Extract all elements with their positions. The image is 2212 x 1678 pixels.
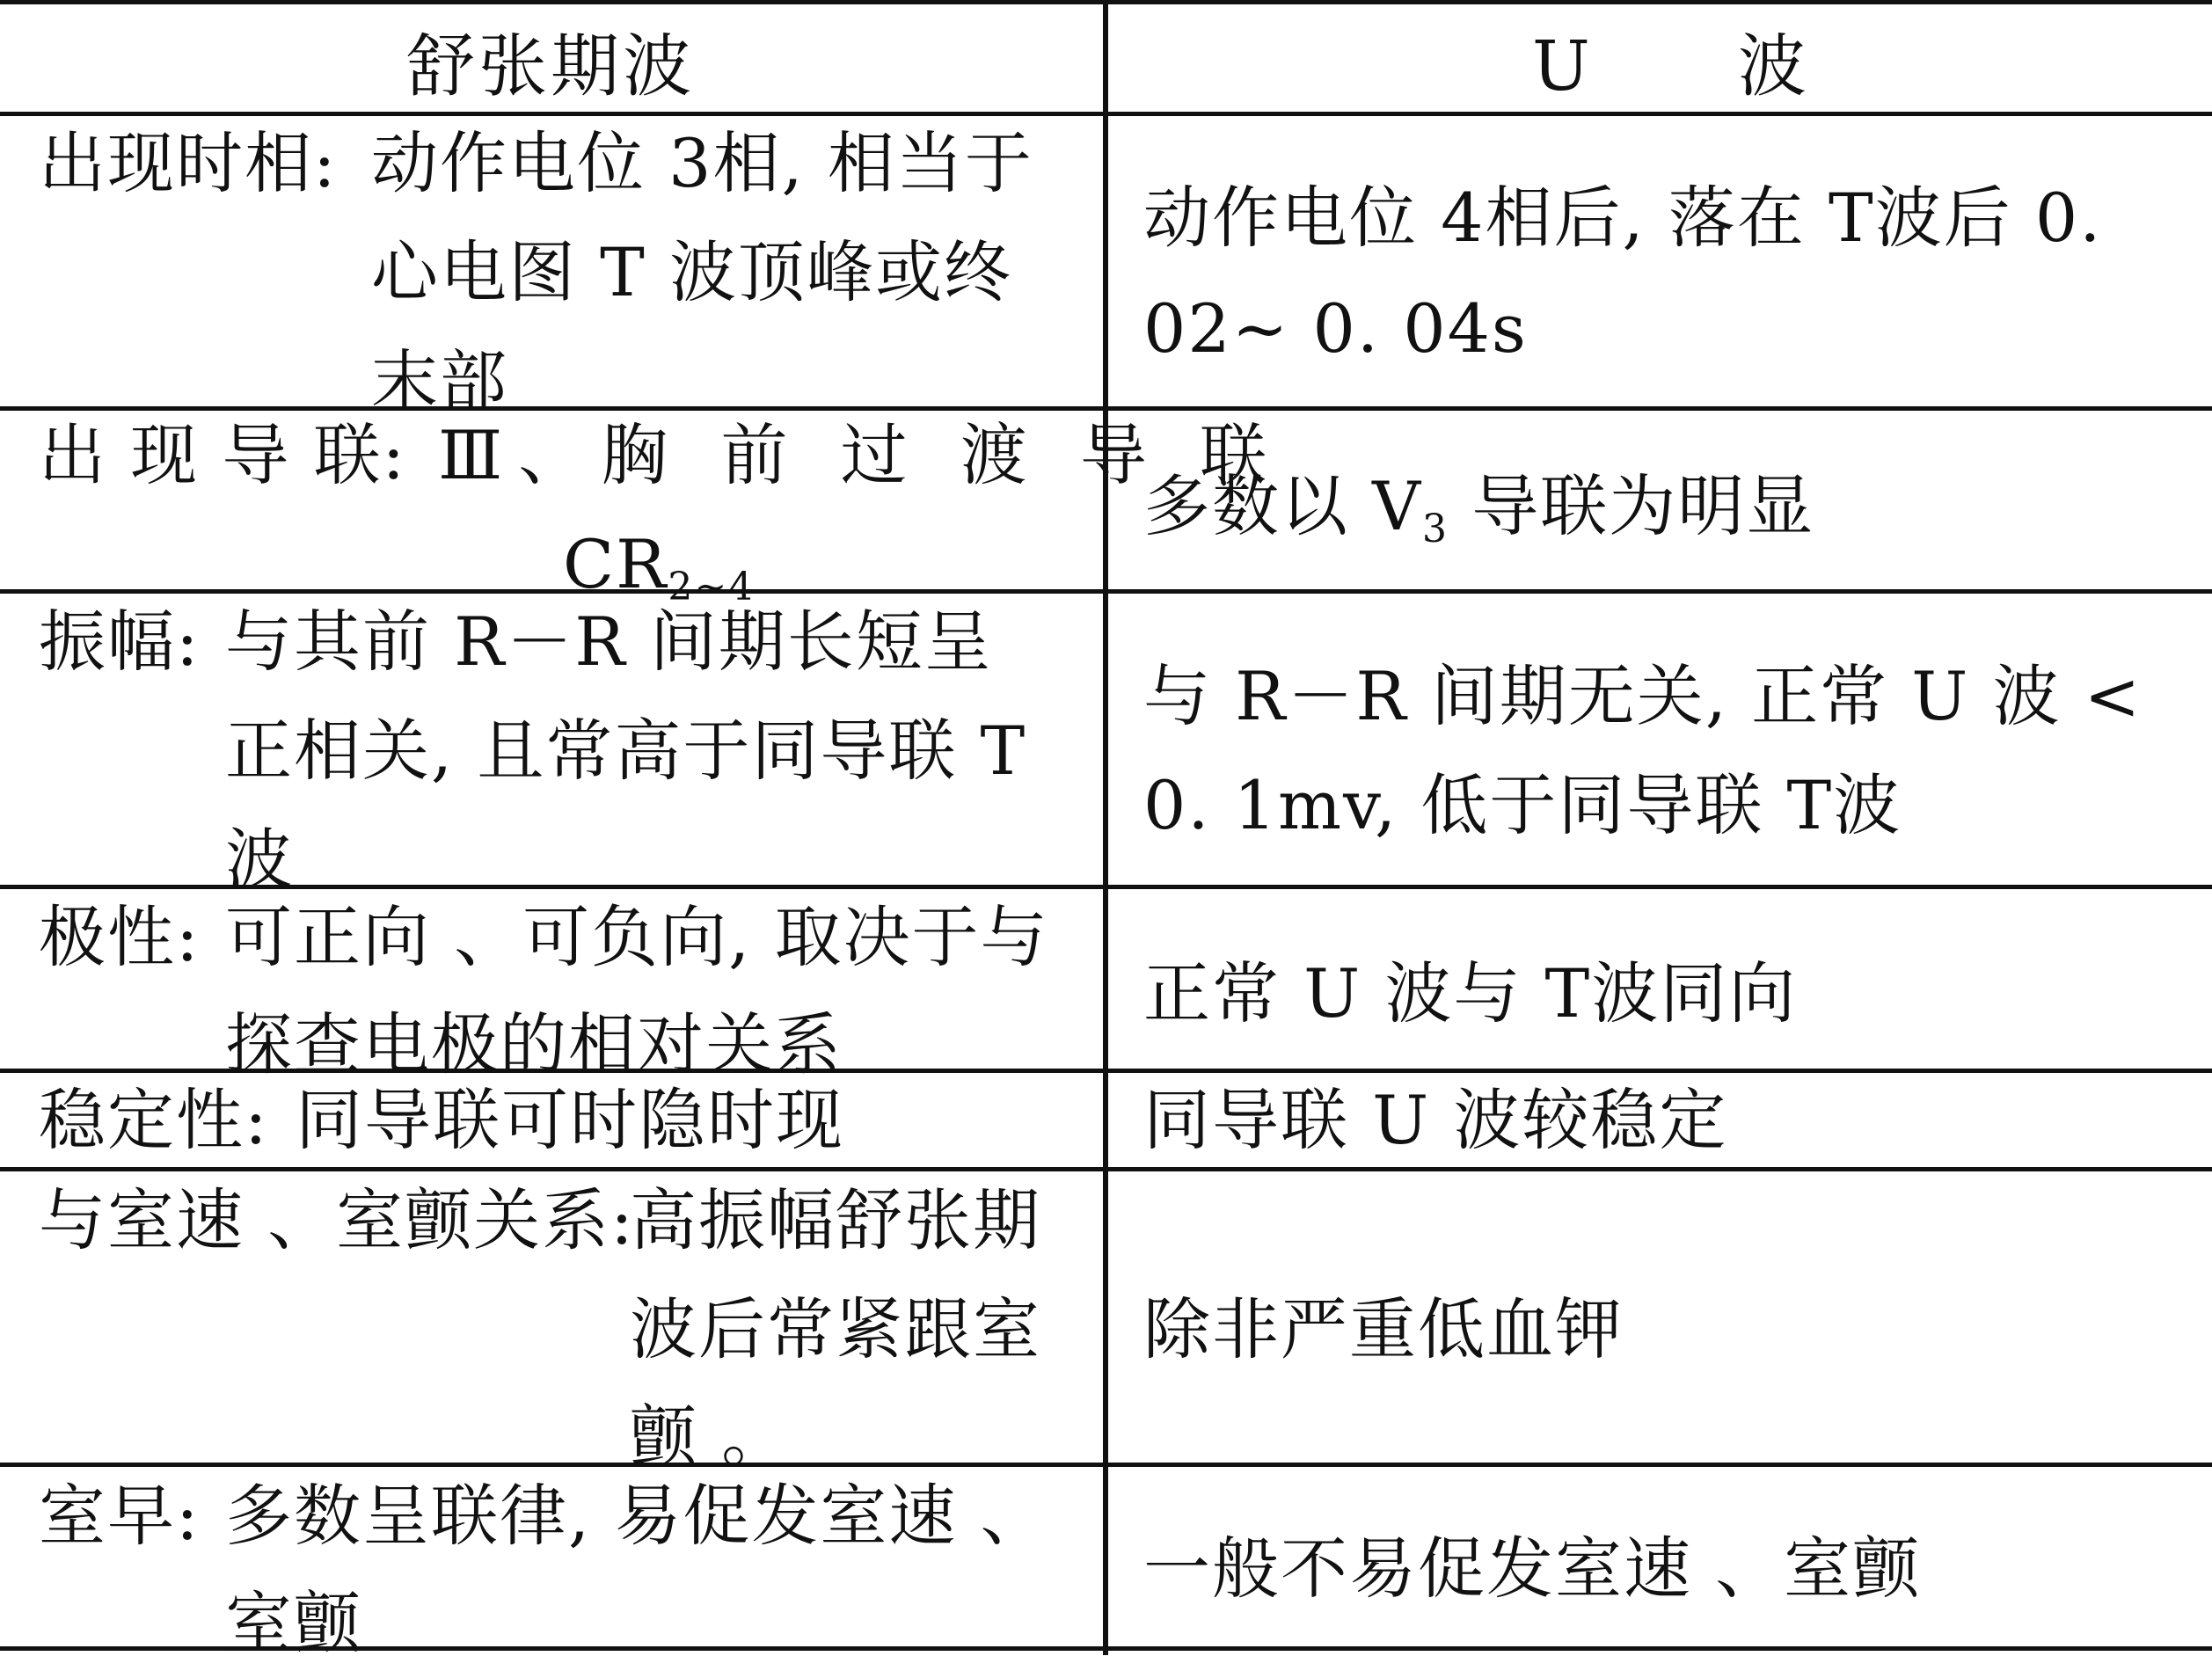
row3-left-line3: 波 <box>225 821 294 899</box>
row1-right-line2: 02~ 0. 04s <box>1143 289 1528 368</box>
row4-left-line2: 探查电极的相对关系 <box>225 1005 843 1083</box>
row3-left-label: 振幅: <box>39 602 201 681</box>
row1-left-line2: 心电图 T 波顶峰或终 <box>371 233 1013 311</box>
row3-right-line2: 0. 1mv, 低于同导联 T波 <box>1143 766 1902 844</box>
v3-prefix: 多数以 V <box>1143 467 1423 545</box>
row7-left-line1: 多数呈联律, 易促发室速 、 <box>225 1477 1049 1555</box>
row4-left-label: 极性: <box>39 898 201 976</box>
row6-left-line2: 波后常紧跟室 <box>630 1290 1041 1368</box>
row7-right-line1: 一般不易促发室速 、室颤 <box>1143 1529 1922 1608</box>
row3-left-line2: 正相关, 且常高于同导联 T <box>225 711 1027 790</box>
v3-suffix: 导联为明显 <box>1449 467 1815 545</box>
row2-right-text <box>1143 452 1814 561</box>
row4-left-line1: 可正向 、可负向, 取决于与 <box>225 898 1049 976</box>
row1-left-line1: 动作电位 3相, 相当于 <box>371 124 1033 202</box>
row1-left-label: 出现时相: <box>39 124 338 202</box>
v3-subscript: 3 <box>1422 507 1449 551</box>
row3-right-line1: 与 R－R 间期无关, 正常 U 波 < <box>1143 657 2143 735</box>
header-u-wave: U 波 <box>1532 27 1810 106</box>
row6-left-line1: 高振幅舒张期 <box>630 1181 1041 1259</box>
row7-left-label: 室早: <box>39 1477 201 1555</box>
row1-right-line1: 动作电位 4相后, 落在 T波后 0. <box>1143 179 2103 257</box>
row2-left-label: 出 现 导 联: <box>39 416 407 494</box>
row7-left-line2: 室颤 <box>225 1584 362 1662</box>
row5-left-line1: 同导联可时隐时现 <box>296 1081 844 1159</box>
row2-left-line1: Ⅲ、胸 前 过 渡 导 联 <box>438 416 1283 494</box>
cr-subscript: 2~4 <box>668 565 756 609</box>
row6-left-line3: 颤 。 <box>630 1397 791 1476</box>
column-divider <box>1103 0 1108 1655</box>
row5-left-label: 稳定性: <box>39 1081 269 1159</box>
row5-right-line1: 同导联 U 波较稳定 <box>1143 1081 1728 1159</box>
row3-left-line1: 与其前 R－R 间期长短呈 <box>225 602 993 681</box>
cr-main: CR <box>563 525 668 603</box>
row1-left-line3: 末部 <box>371 342 508 420</box>
row4-right-line1: 正常 U 波与 T波同向 <box>1143 954 1798 1032</box>
row6-left-label: 与室速 、室颤关系: <box>39 1181 635 1259</box>
row6-right-line1: 除非严重低血钾 <box>1143 1290 1624 1368</box>
header-diastolic-wave: 舒张期波 <box>406 27 696 106</box>
